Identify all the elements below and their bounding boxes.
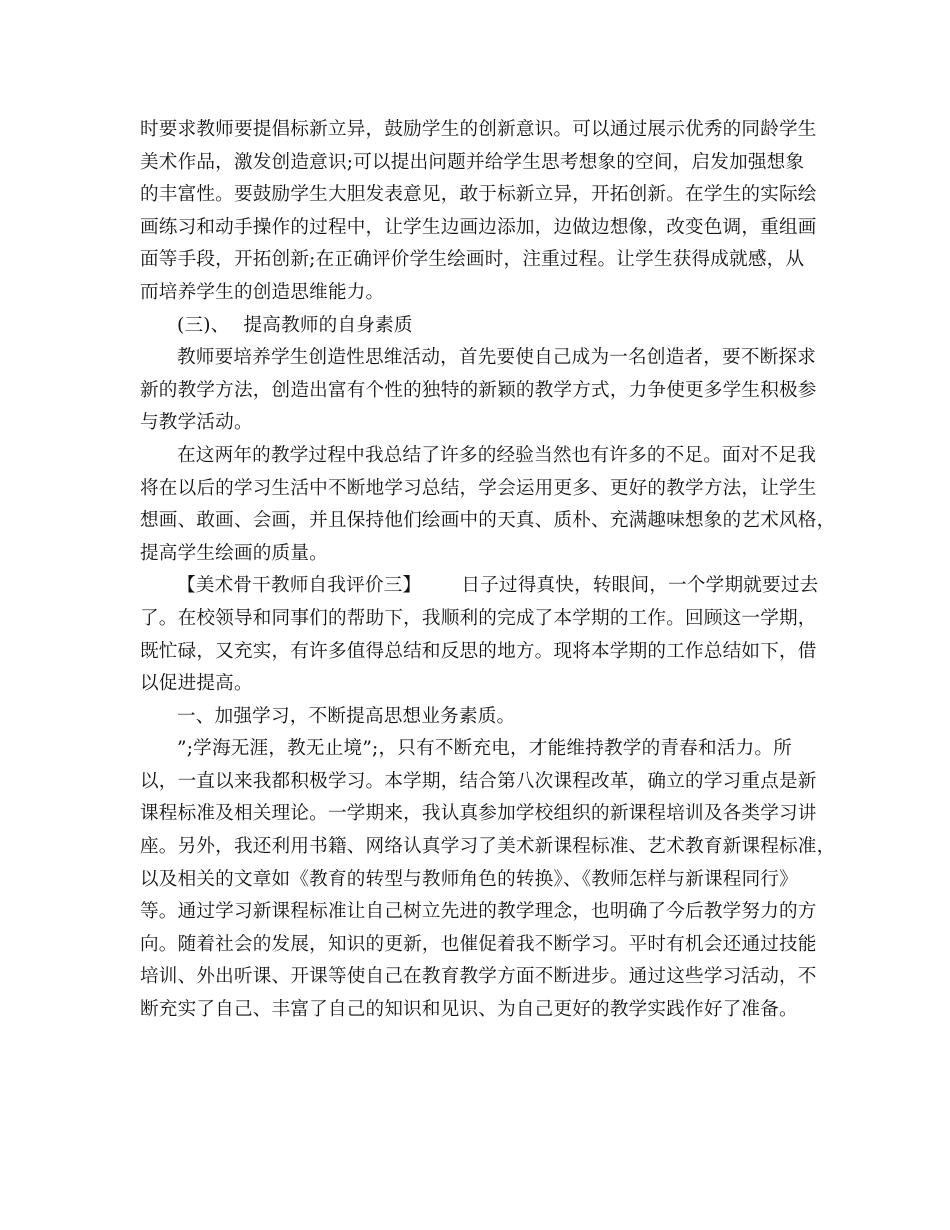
text-line: 新的教学方法，创造出富有个性的独特的新颖的教学方式，力争使更多学生积极参 (140, 379, 817, 401)
text-line: 而培养学生的创造思维能力。 (140, 281, 385, 303)
text-line: 提高学生绘画的质量。 (140, 542, 328, 564)
text-line: 以，一直以来我都积极学习。本学期，结合第八次课程改革，确立的学习重点是新 (140, 770, 817, 792)
text-line: 教师要培养学生创造性思维活动，首先要使自己成为一名创造者，要不断探求 (177, 347, 816, 369)
text-line: 培训、外出听课、开课等使自己在教育教学方面不断进步。通过这些学习活动，不 (140, 966, 817, 988)
text-line: 将在以后的学习生活中不断地学习总结，学会运用更多、更好的教学方法，让学生 (140, 477, 817, 499)
eval-first-line: 日子过得真快，转眼间，一个学期就要过去 (461, 575, 819, 597)
text-line: 课程标准及相关理论。一学期来，我认真参加学校组织的新课程培训及各类学习讲 (140, 803, 817, 825)
text-line: 在这两年的教学过程中我总结了许多的经验当然也有许多的不足。面对不足我 (177, 444, 816, 466)
text-line: 以促进提高。 (140, 673, 253, 695)
text-line: 座。另外，我还利用书籍、网络认真学习了美术新课程标准、艺术教育新课程标准， (140, 836, 836, 858)
text-line: 的丰富性。要鼓励学生大胆发表意见，敢于标新立异，开拓创新。在学生的实际绘 (140, 184, 817, 206)
section-heading-3 (140, 310, 820, 343)
text-line: 了。在校领导和同事们的帮助下，我顺利的完成了本学期的工作。回顾这一学期， (140, 607, 817, 629)
text-line: 画练习和动手操作的过程中，让学生边画边添加，边做边想像，改变色调，重组画 (140, 216, 817, 238)
document-page (140, 114, 836, 1027)
text-line: 时要求教师要提倡标新立异，鼓励学生的创新意识。可以通过展示优秀的同龄学生 (140, 119, 817, 140)
text-line: 断充实了自己、丰富了自己的知识和见识、为自己更好的教学实践作好了准备。 (140, 999, 798, 1021)
text-line: 既忙碌，又充实，有许多值得总结和反思的地方。现将本学期的工作总结如下，借 (140, 640, 817, 662)
text-line: 等。通过学习新课程标准让自己树立先进的教学理念，也明确了今后教学努力的方 (140, 901, 817, 923)
section-heading-1: 一、加强学习，不断提高思想业务素质。 (177, 705, 516, 727)
text-line: 想画、敢画、会画，并且保持他们绘画中的天真、质朴、充满趣味想象的艺术风格， (140, 510, 836, 532)
text-line: 以及相关的文章如《教育的转型与教师角色的转换》、《教师怎样与新课程同行》 (140, 868, 798, 890)
eval-title-line (140, 570, 820, 603)
text-line: 美术作品，激发创造意识;可以提出问题并给学生思考想象的空间，启发加强想象 (140, 151, 805, 173)
text-line: 与教学活动。 (140, 412, 253, 434)
section-number: (三)、 (177, 314, 230, 336)
text-line: 向。随着社会的发展，知识的更新，也催促着我不断学习。平时有机会还通过技能 (140, 933, 817, 955)
text-line: 面等手段，开拓创新;在正确评价学生绘画时，注重过程。让学生获得成就感，从 (140, 249, 805, 271)
section-title: 提高教师的自身素质 (243, 314, 413, 336)
text-line: ”;学海无涯，教无止境”;，只有不断充电，才能维持教学的青春和活力。所 (177, 738, 792, 760)
eval-title: 【美术骨干教师自我评价三】 (177, 575, 422, 597)
